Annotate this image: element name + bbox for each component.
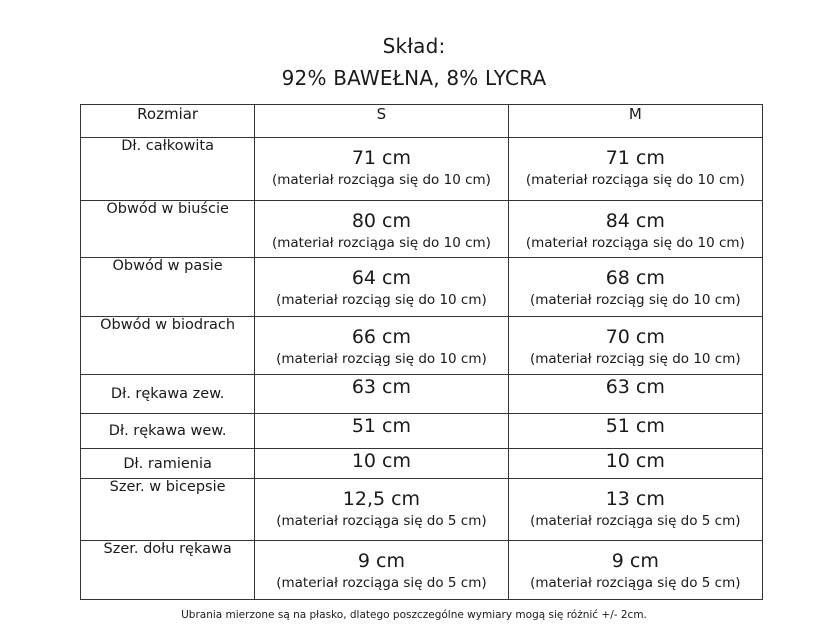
note-s: (materiał rozciąga się do 10 cm) — [271, 235, 491, 251]
table-row — [81, 479, 763, 541]
value-m: 13 cm — [605, 488, 665, 510]
note-s: (materiał rozciąga się do 5 cm) — [276, 513, 487, 529]
row-label: Szer. w bicepsie — [81, 479, 255, 541]
cell-s — [255, 258, 508, 317]
value-m: 68 cm — [605, 267, 665, 289]
row-label: Szer. dołu rękawa — [81, 541, 255, 600]
cell-m — [508, 201, 762, 258]
cell-s — [255, 479, 508, 541]
note-s: (materiał rozciąga się do 10 cm) — [271, 172, 491, 188]
cell-m — [508, 375, 762, 414]
value-s: 9 cm — [357, 550, 405, 572]
value-m: 70 cm — [605, 326, 665, 348]
measurement-disclaimer: Ubrania mierzone są na płasko, dlatego poszczególne wymiary mogą się różnić +/- 2cm. — [181, 609, 647, 621]
cell-m — [508, 317, 762, 375]
value-m: 10 cm — [605, 450, 665, 472]
value-m: 63 cm — [605, 376, 665, 398]
table-row — [81, 541, 763, 600]
composition-heading: Skład: — [382, 34, 446, 58]
table-row — [81, 317, 763, 375]
header-size-s: S — [255, 105, 508, 138]
table-row — [81, 375, 763, 414]
value-s: 64 cm — [351, 267, 412, 289]
value-m: 71 cm — [605, 147, 665, 169]
value-s: 66 cm — [351, 326, 412, 348]
cell-s — [255, 375, 508, 414]
cell-m — [508, 541, 762, 600]
table-row — [81, 138, 763, 201]
value-s: 10 cm — [351, 450, 412, 472]
note-m: (materiał rozciąg się do 10 cm) — [529, 292, 741, 308]
cell-s — [255, 414, 508, 449]
cell-s — [255, 201, 508, 258]
note-m: (materiał rozciąg się do 10 cm) — [529, 351, 741, 367]
note-m: (materiał rozciąga się do 5 cm) — [530, 513, 741, 529]
value-s: 63 cm — [351, 376, 412, 398]
table-row — [81, 201, 763, 258]
note-m: (materiał rozciąga się do 10 cm) — [525, 172, 745, 188]
value-s: 80 cm — [351, 210, 412, 232]
value-m: 9 cm — [611, 550, 659, 572]
row-label: Obwód w biuście — [81, 201, 255, 258]
cell-m — [508, 449, 762, 479]
value-s: 71 cm — [351, 147, 412, 169]
value-m: 51 cm — [605, 415, 665, 437]
table-row — [81, 414, 763, 449]
value-m: 84 cm — [605, 210, 665, 232]
table-header-row — [81, 105, 763, 138]
table-row — [81, 258, 763, 317]
row-label: Obwód w pasie — [81, 258, 255, 317]
cell-s — [255, 317, 508, 375]
row-label: Dł. rękawa zew. — [81, 375, 255, 414]
table-row — [81, 449, 763, 479]
value-s: 51 cm — [351, 415, 412, 437]
cell-m — [508, 258, 762, 317]
note-m: (materiał rozciąga się do 10 cm) — [525, 235, 745, 251]
row-label: Dł. ramienia — [81, 449, 255, 479]
composition-value: 92% BAWEŁNA, 8% LYCRA — [281, 66, 547, 90]
note-m: (materiał rozciąga się do 5 cm) — [530, 575, 741, 591]
cell-m — [508, 479, 762, 541]
row-label: Dł. rękawa wew. — [81, 414, 255, 449]
header-size-m: M — [508, 105, 762, 138]
value-s: 12,5 cm — [342, 488, 421, 510]
row-label: Dł. całkowita — [81, 138, 255, 201]
size-table — [80, 104, 763, 600]
note-s: (materiał rozciąga się do 5 cm) — [276, 575, 487, 591]
cell-s — [255, 541, 508, 600]
header-size-label: Rozmiar — [81, 105, 255, 138]
cell-s — [255, 138, 508, 201]
row-label: Obwód w biodrach — [81, 317, 255, 375]
cell-m — [508, 414, 762, 449]
cell-s — [255, 449, 508, 479]
note-s: (materiał rozciąg się do 10 cm) — [276, 351, 487, 367]
note-s: (materiał rozciąg się do 10 cm) — [276, 292, 487, 308]
cell-m — [508, 138, 762, 201]
